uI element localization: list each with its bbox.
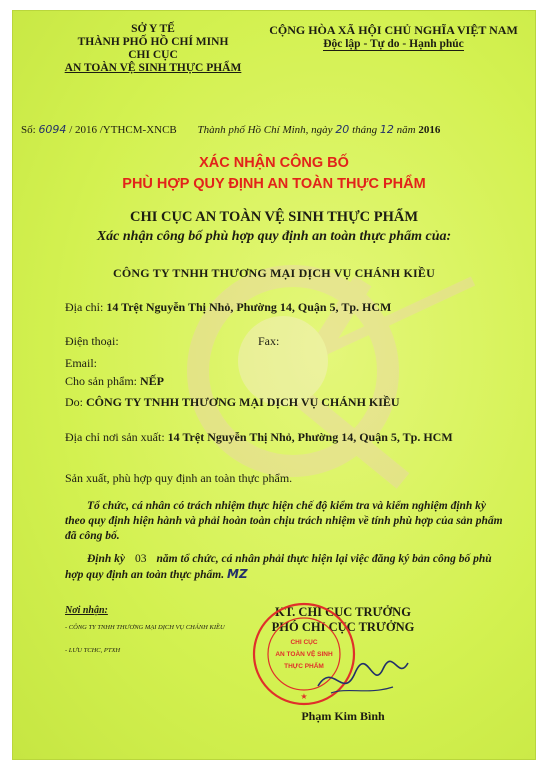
stamp-star-icon: ★ bbox=[300, 692, 308, 701]
national-title: CỘNG HÒA XÃ HỘI CHỦ NGHĨA VIỆT NAM bbox=[269, 23, 518, 37]
address-value: 14 Trệt Nguyễn Thị Nhỏ, Phường 14, Quận 5, Tp. HCM bbox=[106, 300, 392, 314]
issuer-line-2: THÀNH PHỐ HỒ CHÍ MINH bbox=[77, 36, 229, 48]
document-number-line bbox=[21, 123, 526, 136]
stamp-text-3: THỰC PHẨM bbox=[284, 663, 324, 670]
agency-name: CHI CỤC AN TOÀN VỆ SINH THỰC PHẨM bbox=[129, 209, 419, 225]
signer-name: Phạm Kim Bình bbox=[301, 709, 385, 723]
recipient-2: - LƯU TCHC, PTXH bbox=[65, 647, 121, 654]
email-label: Email: bbox=[65, 356, 97, 370]
address-label: Địa chỉ: bbox=[65, 300, 104, 314]
issuer-line-4: AN TOÀN VỆ SINH THỰC PHẨM bbox=[64, 62, 242, 74]
phone-label: Điện thoại: bbox=[65, 334, 119, 348]
confirm-line: Xác nhận công bố phù hợp quy định an toàn thực phẩm của: bbox=[96, 229, 452, 244]
email-row bbox=[65, 356, 97, 371]
production-address-row bbox=[65, 430, 453, 445]
number-prefix: Số: bbox=[21, 124, 36, 136]
place-date-prefix: Thành phố Hồ Chí Minh, ngày bbox=[197, 124, 333, 136]
manufacturer-value: CÔNG TY TNHH THƯƠNG MẠI DỊCH VỤ CHÁNH KIỀU bbox=[86, 395, 400, 409]
stamp-text-2: AN TOÀN VỆ SINH bbox=[275, 651, 333, 658]
manufacturer-label: Do: bbox=[65, 395, 83, 409]
production-address-label: Địa chỉ nơi sản xuất: bbox=[65, 430, 165, 444]
issuer-header bbox=[53, 23, 253, 75]
company-name: CÔNG TY TNHH THƯƠNG MẠI DỊCH VỤ CHÁNH KIỀU bbox=[113, 266, 435, 280]
signature-line-1: KT. CHI CỤC TRƯỞNG bbox=[275, 605, 411, 619]
national-motto: Độc lập - Tự do - Hạnh phúc bbox=[323, 38, 464, 50]
number-suffix: / 2016 /YTHCM-XNCB bbox=[69, 124, 177, 136]
compliance-statement: Sản xuất, phù hợp quy định an toàn thực phẩm. bbox=[65, 471, 293, 485]
renewal-paragraph bbox=[65, 552, 505, 583]
product-row bbox=[65, 374, 164, 389]
year-value: 2016 bbox=[418, 124, 441, 136]
issuer-line-1: SỞ Y TẾ bbox=[131, 23, 175, 35]
national-header bbox=[261, 23, 526, 51]
responsibility-paragraph: Tổ chức, cá nhân có trách nhiệm thực hiện chế độ kiểm tra và kiểm nghiệm định kỳ theo quy định hiện hành và phải hoàn toàn chịu trách nhiệm về tính phù hợp của sản phẩm đã công bố. bbox=[65, 500, 503, 542]
handwritten-number: 6094 bbox=[38, 123, 67, 136]
issuer-line-3: CHI CỤC bbox=[128, 49, 178, 61]
signature-line-2: PHÓ CHI CỤC TRƯỞNG bbox=[271, 620, 415, 634]
product-value: NẾP bbox=[140, 374, 164, 388]
handwritten-month: 12 bbox=[379, 123, 394, 136]
handwritten-initials: MZ bbox=[226, 567, 248, 581]
month-label: tháng bbox=[352, 124, 378, 136]
recipients-title: Nơi nhận: bbox=[65, 605, 108, 616]
title-line-2: PHÙ HỢP QUY ĐỊNH AN TOÀN THỰC PHẨM bbox=[122, 176, 426, 192]
handwritten-day: 20 bbox=[335, 123, 350, 136]
product-label: Cho sản phẩm: bbox=[65, 374, 137, 388]
certificate-page bbox=[12, 10, 536, 760]
recipient-1: - CÔNG TY TNHH THƯƠNG MẠI DỊCH VỤ CHÁNH KIỀU bbox=[65, 624, 225, 631]
fax-label: Fax: bbox=[258, 334, 280, 348]
renewal-prefix: Định kỳ bbox=[87, 553, 126, 565]
phone-row bbox=[65, 334, 119, 349]
stamp-text-1: CHI CỤC bbox=[290, 639, 318, 646]
manufacturer-row bbox=[65, 395, 400, 410]
year-label: năm bbox=[396, 124, 416, 136]
title-line-1: XÁC NHẬN CÔNG BỐ bbox=[199, 155, 349, 171]
renewal-years: 03 bbox=[135, 553, 147, 565]
renewal-text: năm tổ chức, cá nhân phải thực hiện lại việc đăng ký bản công bố phù hợp quy định an toàn thực phẩm. bbox=[65, 553, 492, 581]
fax-row bbox=[258, 334, 279, 349]
production-address-value: 14 Trệt Nguyễn Thị Nhỏ, Phường 14, Quận 5, Tp. HCM bbox=[167, 430, 453, 444]
address-row bbox=[65, 300, 391, 315]
handwritten-signature-icon bbox=[313, 651, 413, 706]
